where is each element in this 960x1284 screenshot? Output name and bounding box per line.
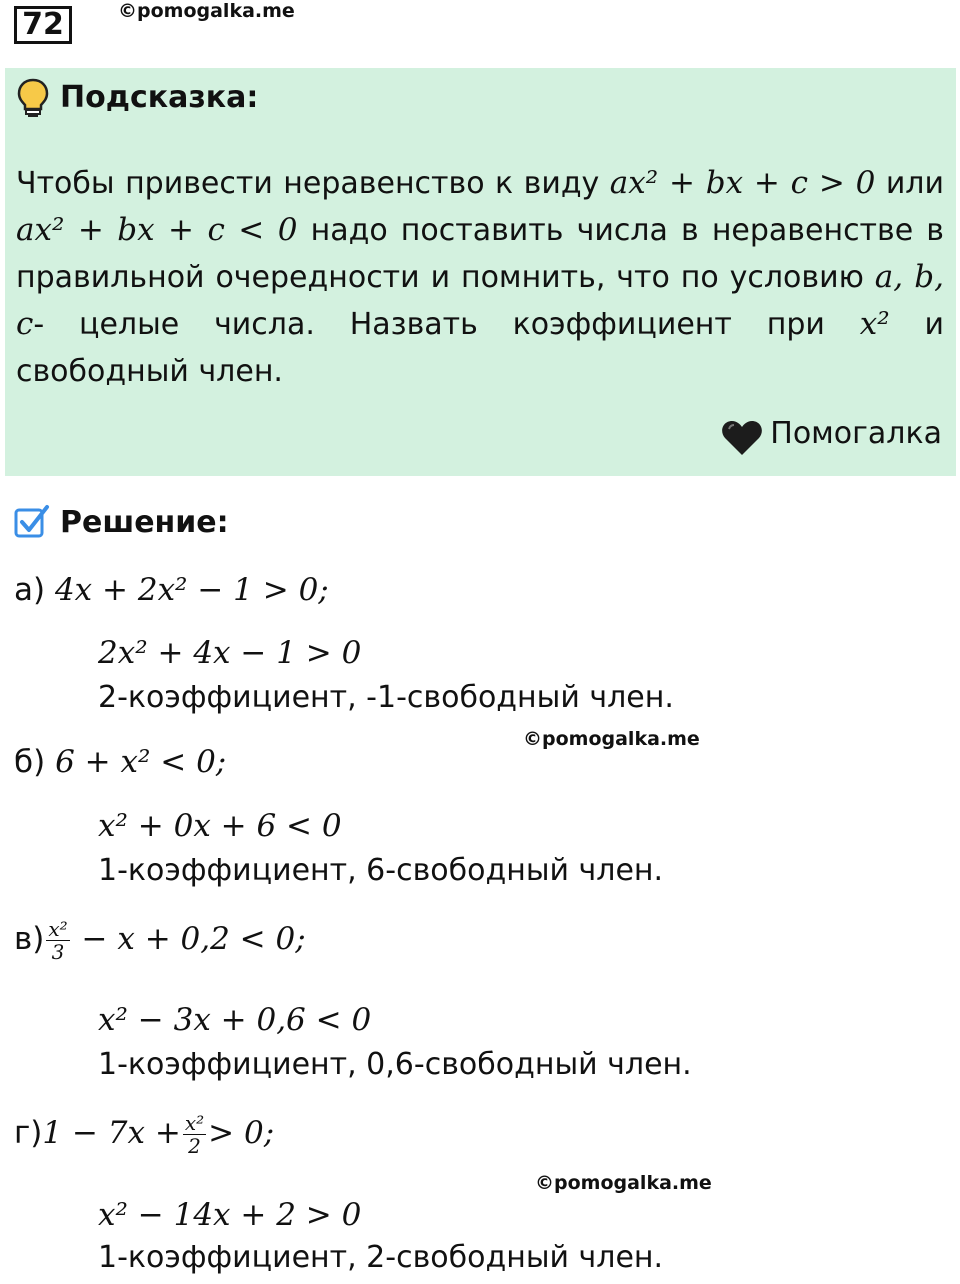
- item-label: б): [14, 744, 46, 780]
- item-b-rewritten: x² + 0x + 6 < 0: [98, 808, 342, 844]
- item-d-rewritten: x² − 14x + 2 > 0: [98, 1197, 362, 1233]
- item-b-answer: 1-коэффициент, 6-свободный член.: [98, 853, 664, 888]
- item-label: а): [14, 572, 46, 608]
- item-label: в): [14, 921, 45, 957]
- hint-text-2: или: [885, 166, 944, 201]
- item-d-answer: 1-коэффициент, 2-свободный член.: [98, 1240, 664, 1275]
- fraction: [183, 1112, 206, 1157]
- hint-x2: x²: [859, 306, 890, 342]
- checkbox-icon: [14, 504, 50, 540]
- item-c-rewritten: x² − 3x + 0,6 < 0: [98, 1002, 372, 1038]
- watermark-bottom: ©pomogalka.me: [535, 1172, 712, 1194]
- fraction-numerator: x²: [184, 1111, 205, 1135]
- lightbulb-icon: [16, 78, 50, 118]
- task-number: 72: [14, 6, 72, 44]
- hint-form-gt: ax² + bx + c > 0: [609, 165, 876, 201]
- hint-text: [16, 160, 944, 395]
- item-c-task: [14, 918, 306, 963]
- item-b-task: [14, 744, 226, 780]
- hint-text-4: - целые числа. Назвать коэффициент при: [33, 307, 825, 342]
- item-task-expr: > 0;: [208, 1115, 275, 1151]
- item-task-expr: 6 + x² < 0;: [55, 744, 227, 780]
- hint-text-3: надо поставить числа в неравенстве в правильной очередности и помнить, что по условию: [16, 213, 944, 295]
- hint-title: Подсказка:: [60, 80, 259, 115]
- item-label: г): [14, 1115, 43, 1151]
- item-a-task: [14, 572, 329, 608]
- watermark-top: ©pomogalka.me: [118, 0, 295, 22]
- hint-text-5: и свободный член.: [16, 307, 944, 389]
- fraction-denominator: 2: [188, 1134, 201, 1158]
- item-a-answer: 2-коэффициент, -1-свободный член.: [98, 680, 674, 715]
- item-d-task: [14, 1112, 274, 1157]
- heart-icon: [720, 418, 764, 458]
- hint-vars: a, b, c: [16, 259, 944, 342]
- fraction-numerator: x²: [48, 917, 68, 941]
- item-task-expr: 4x + 2x² − 1 > 0;: [54, 572, 329, 608]
- brand-label: Помогалка: [770, 416, 942, 451]
- hint-form-lt: ax² + bx + c < 0: [16, 212, 298, 248]
- item-task-start: 1 − 7x +: [42, 1115, 181, 1151]
- item-task-expr: − x + 0,2 < 0;: [81, 921, 306, 957]
- solution-title: Решение:: [60, 505, 229, 540]
- watermark-middle: ©pomogalka.me: [523, 728, 700, 750]
- fraction: [46, 918, 69, 963]
- item-c-answer: 1-коэффициент, 0,6-свободный член.: [98, 1047, 692, 1082]
- item-a-rewritten: 2x² + 4x − 1 > 0: [98, 635, 362, 671]
- hint-text-1: Чтобы привести неравенство к виду: [16, 166, 600, 201]
- fraction-denominator: 3: [51, 940, 65, 964]
